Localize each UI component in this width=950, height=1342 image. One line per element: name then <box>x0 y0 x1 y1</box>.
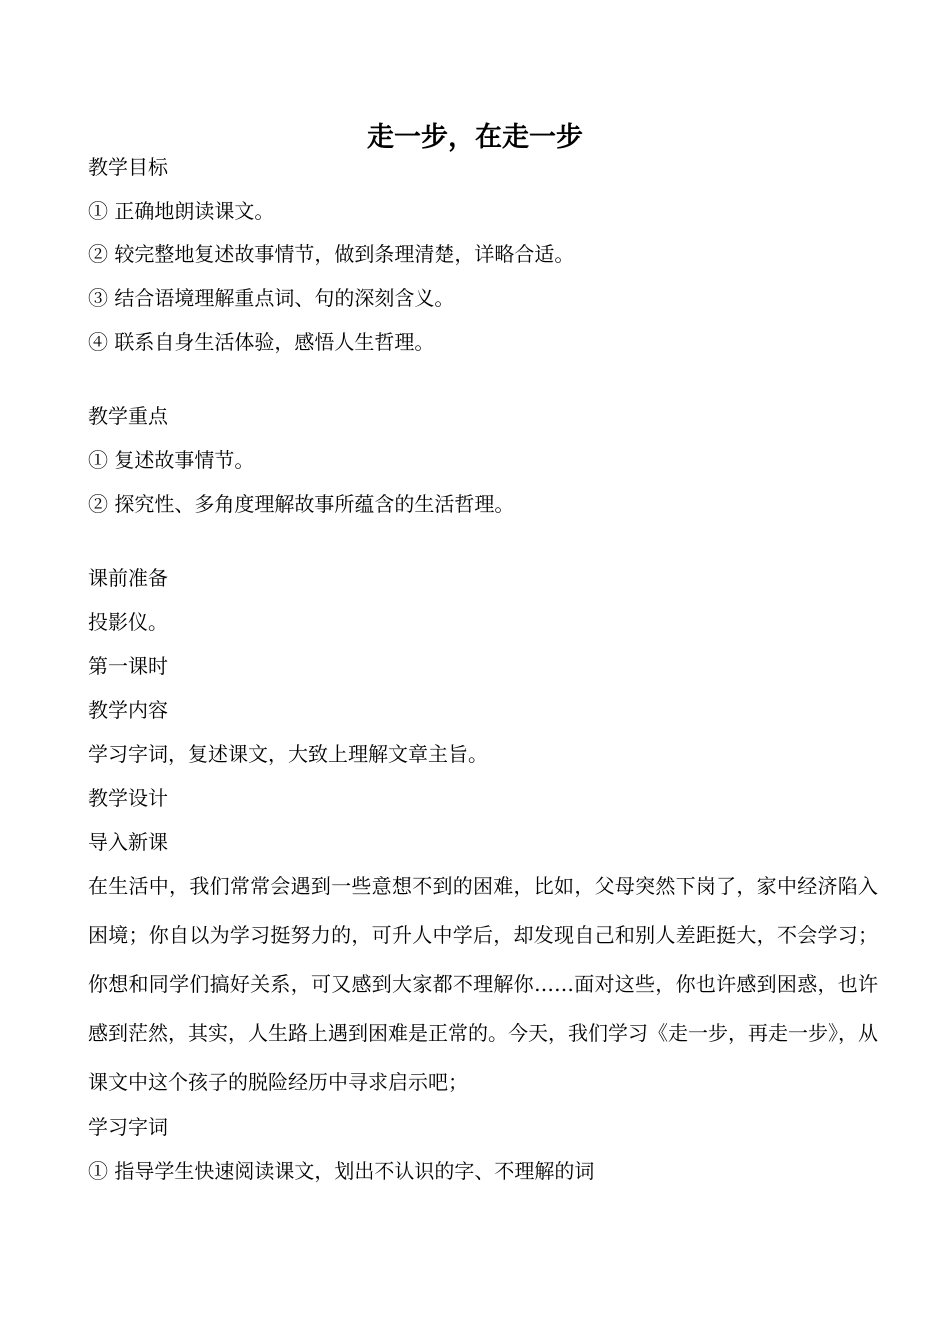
intro-heading: 导入新课 <box>88 830 168 854</box>
content-text: 学习字词，复述课文，大致上理解文章主旨。 <box>88 742 488 766</box>
vocab-item-1: ① 指导学生快速阅读课文，划出不认识的字、不理解的词 <box>88 1159 595 1183</box>
goal-item-3: ③ 结合语境理解重点词、句的深刻含义。 <box>88 286 455 310</box>
goals-heading: 教学目标 <box>88 155 168 179</box>
goal-item-4: ④ 联系自身生活体验，感悟人生哲理。 <box>88 330 435 354</box>
preparation-text: 投影仪。 <box>88 610 168 634</box>
vocab-heading: 学习字词 <box>88 1115 168 1139</box>
goal-item-2: ② 较完整地复述故事情节，做到条理清楚，详略合适。 <box>88 242 575 266</box>
preparation-heading: 课前准备 <box>88 566 168 590</box>
key-points-heading: 教学重点 <box>88 404 168 428</box>
key-point-item-1: ① 复述故事情节。 <box>88 448 255 472</box>
content-heading: 教学内容 <box>88 698 168 722</box>
lesson-heading: 第一课时 <box>88 654 168 678</box>
document-title: 走一步，在走一步 <box>367 122 583 153</box>
goal-item-1: ① 正确地朗读课文。 <box>88 199 275 223</box>
key-point-item-2: ② 探究性、多角度理解故事所蕴含的生活哲理。 <box>88 492 515 516</box>
design-heading: 教学设计 <box>88 786 168 810</box>
intro-paragraph: 在生活中，我们常常会遇到一些意想不到的困难，比如，父母突然下岗了，家中经济陷入困境；你自以为学习挺努力的，可升人中学后，却发现自己和别人差距挺大，不会学习；你想和同学们搞好关系，可又感到大家都不理解你……面对这些，你也许感到困惑，也许感到茫然，其实，人生路上遇到困难是正常的。今天，我们学习《走一步，再走一步》，从课文中这个孩子的脱险经历中寻求启示吧； <box>88 874 878 1094</box>
